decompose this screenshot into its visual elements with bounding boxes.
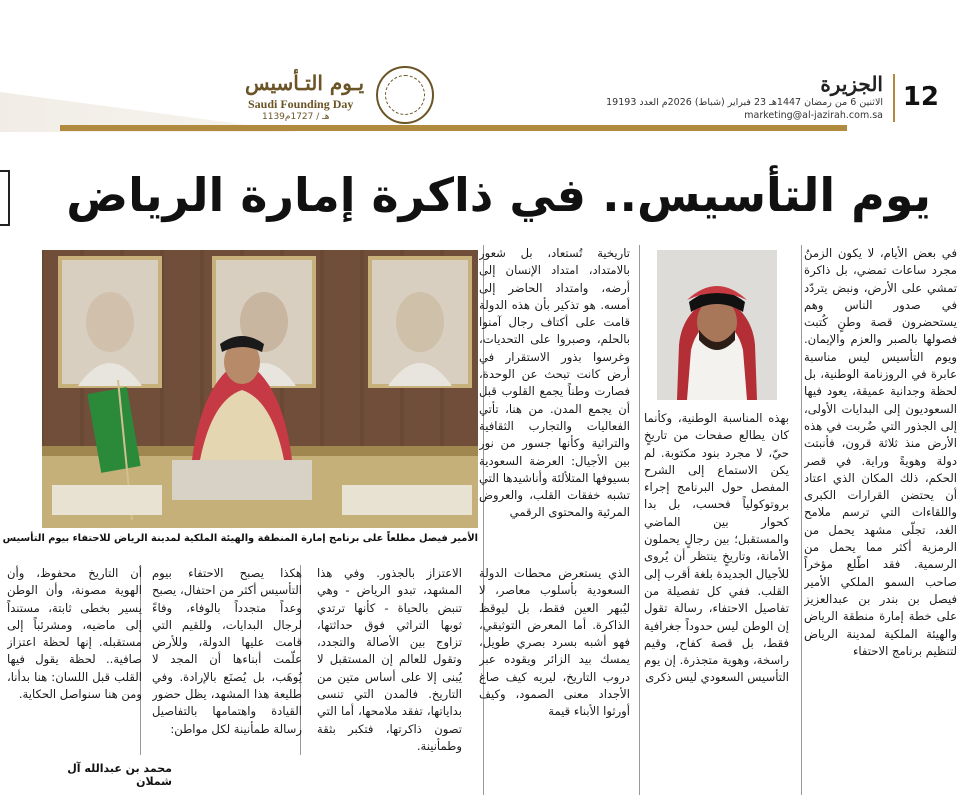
- founding-day-emblem-icon: [376, 66, 434, 124]
- page-edge-marker: [0, 170, 10, 226]
- column-divider: [639, 245, 640, 795]
- article-text: في بعض الأيام، لا يكون الزمنُ مجرد ساعات تمضي، بل ذاكرة تمشي على الأرض، ونبض يتردّد في صدور الناس وهم يستحضرون قصة وطنٍ كُتبت فصولها بالصبر والعزم والإيمان. ويوم التأسيس ليس مناسبة عابرة في الروزنامة الوطنية، بل لحظة وجدانية عميقة، يعود فيها السعوديون إلى البدايات الأولى، إلى الجذور التي ضُربت في هذه الأرض منذ ثلاثة قرون، فأنبتت دولة وهويةً وراية. في قصر الحكم، ذلك المكان الذي اعتاد أن يحتضن القرارات الكبرى واللقاءات التي ترسم ملامح الغد، تجلّى مشهد يحمل من الرمزية أكثر مما يحمل من الرسمية. فقد اطّلع مؤخراً صاحب السمو الملكي الأمير فيصل بن بندر بن عبدالعزيز على خطة إمارة منطقة الرياض والهيئة الملكية لمدينة الرياض لتنظيم برنامج الاحتفاء: [804, 246, 957, 658]
- article-text: بهذه المناسبة الوطنية، وكأنما كان يطالع صفحات من تاريخٍ حيّ، لا مجرد بنود مكتوبة. لم يكن الاستماع إلى الشرح المفصل حول البرنامج إجراء بروتوكولياً فحسب، بل بدا كحوار بين الماضي والمستقبل؛ بين رجالٍ يحملون الأمانة، وتاريخٍ ينتظر أن يُروى للأجيال الجديدة بلغة أقرب إلى القلب. ففي كل تفصيلة من تفاصيل الاحتفاء، رسالة تقول إن الوطن ليس حدوداً جغرافية فقط، بل قصة كفاح، وقيم راسخة، وهوية متجذرة. إن يوم التأسيس السعودي ليس ذكرى: [644, 411, 789, 685]
- page-number: 12: [902, 82, 939, 112]
- article-column-4: [479, 565, 630, 795]
- column-divider: [801, 245, 802, 795]
- contact-email[interactable]: marketing@al-jazirah.com.sa: [744, 110, 883, 121]
- newspaper-logo: الجزيرة: [820, 72, 883, 96]
- article-column-5: [317, 565, 462, 795]
- article-column-1: [804, 245, 957, 795]
- article-text: الاعتزاز بالجذور. وفي هذا المشهد، تبدو الرياض - وهي تنبض بالحياة - كأنها ترتدي ثوبها التراثي فوق حداثتها، تزاوج بين الأصالة والتجدد، وتقول للعالم إن المستقبل لا يُبنى إلا على أساس متين من التاريخ. فالمدن التي تنسى بداياتها، تفقد ملامحها، أما التي تصون ذاكرتها، فتكبر بثقة وطمأنينة.: [317, 566, 462, 753]
- article-column-7: [7, 565, 142, 755]
- author-portrait: [657, 250, 777, 400]
- article-text: الذي يستعرض محطات الدولة السعودية بأسلوب معاصر، لا ليُبهر العين فقط، بل ليوقظ الذاكرة. أما المعرض التوثيقي، فهو أشبه بسرد بصري طويل، يمسك بيد الزائر ويقوده عبر دروب التاريخ، ليريه كيف صاغ الأجداد معنى الصمود، وكيف أورثوا الأبناء قيمة: [479, 566, 630, 719]
- founding-day-years: 1139هـ / 1727م: [262, 112, 330, 122]
- article-column-6: [152, 565, 302, 755]
- article-headline: يوم التأسيس.. في ذاكرة إمارة الرياض: [66, 168, 931, 222]
- author-byline: محمد بن عبدالله آل شملان: [67, 762, 172, 788]
- article-text: أن التاريخ محفوظ، وأن الهوية مصونة، وأن الوطن يسير بخطى ثابتة، مستنداً إلى ماضيه، ومشرئباً إلى مستقبله. إنها لحظة اعتزاز صافية.. لحظة يقول فيها القلب قبل اللسان: هنا بدأنا، ومن هنا سنواصل الحكاية.: [7, 566, 142, 702]
- article-text: تاريخية تُستعاد، بل شعور بالامتداد، امتداد الإنسان إلى أرضه، وامتداد الحاضر إلى أمسه. هو تذكير بأن هذه الدولة قامت على أكتاف رجال آمنوا بالحلم، وصبروا على التحديات، وغرسوا بذور الاستقرار في أرض كانت تبحث عن الوحدة، فصارت وطناً يجمع القلوب قبل أن يجمع المدن. من هنا، تأتي الفعاليات والتجارب الثقافية والتراثية وكأنها جسور من نور بين الأجيال: العرضة السعودية بسيوفها المتلألئة وأناشيدها التي تشبه خفقات القلب، والعروض المرئية والمحتوى الرقمي: [479, 246, 630, 520]
- header-separator: [893, 74, 895, 122]
- header-rule: [60, 125, 847, 131]
- article-text: هكذا يصبح الاحتفاء بيوم التأسيس أكثر من احتفال، يصبح وعداً متجدداً بالوفاء، وفاءً لرجال البدايات، وللقيم التي قامت عليها الدولة، وللأرض علّمت أبناءها أن المجد لا يُوهَب، بل يُصنَع بالإرادة. وفي طليعة هذا المشهد، يظل حضور القيادة واهتمامها بالتفاصيل رسالة طمأنينة لكل مواطن:: [152, 566, 302, 736]
- dateline: الاثنين 6 من رمضان 1447هـ 23 فبراير (شباط) 2026م العدد 19193: [606, 97, 883, 108]
- founding-day-title-en: Saudi Founding Day: [248, 97, 354, 111]
- founding-day-title-ar: يـوم التـأسيس: [245, 71, 365, 95]
- meeting-photo: [42, 250, 478, 528]
- photo-caption: الأمير فيصل مطلعاً على برنامج إمارة المنطقة والهيئة الملكية لمدينة الرياض للاحتفاء بيوم التأسيس: [2, 533, 478, 544]
- article-column-2: [644, 410, 789, 795]
- article-column-3: [479, 245, 630, 555]
